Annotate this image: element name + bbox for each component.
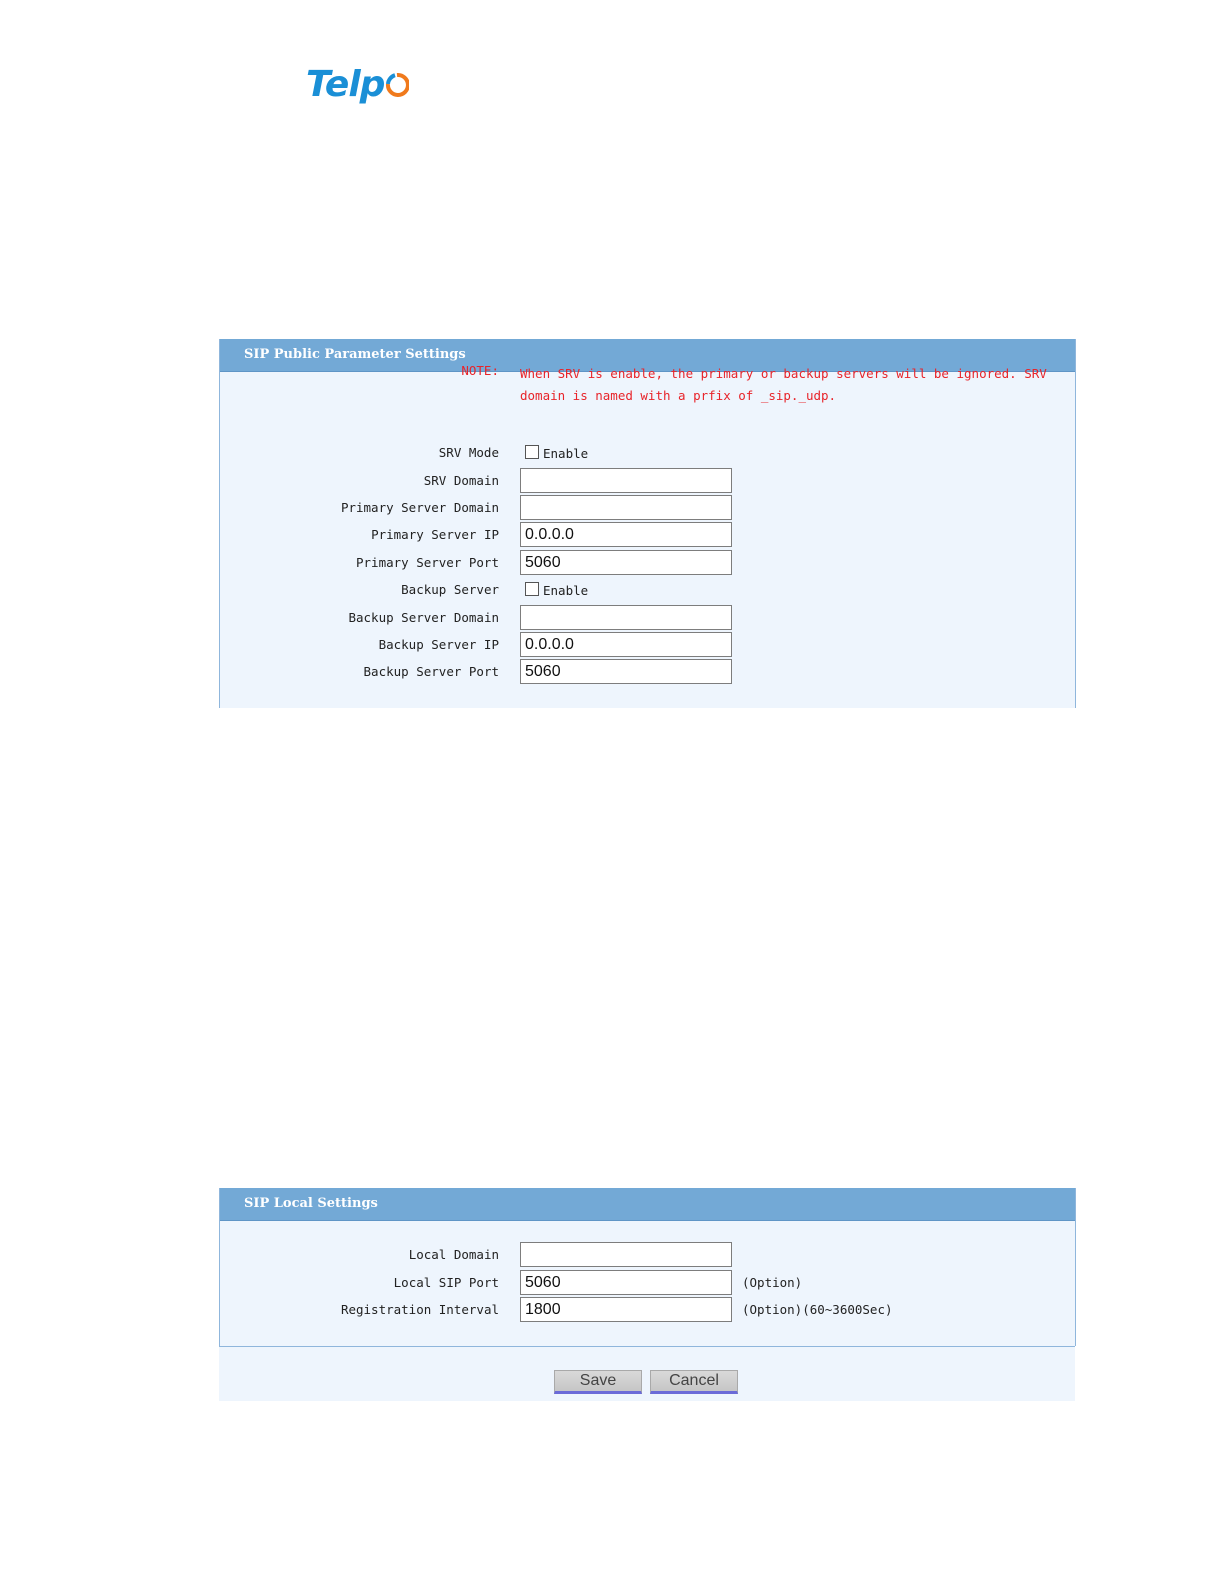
primary-server-domain-label: Primary Server Domain	[340, 500, 499, 515]
backup-server-domain-row	[220, 605, 1075, 631]
srv-mode-checkbox-wrap	[525, 444, 588, 459]
backup-server-domain-input[interactable]	[520, 605, 732, 630]
sip-public-settings-panel	[219, 339, 1076, 708]
note-label: NOTE:	[461, 363, 499, 378]
registration-interval-label: Registration Interval	[340, 1302, 499, 1317]
srv-mode-label: SRV Mode	[438, 445, 499, 460]
backup-server-ip-row	[220, 632, 1075, 658]
srv-mode-checkbox[interactable]	[525, 445, 539, 459]
sip-local-settings-panel	[219, 1188, 1076, 1346]
local-sip-port-label: Local SIP Port	[393, 1275, 499, 1290]
cancel-button[interactable]: Cancel	[650, 1370, 738, 1394]
srv-mode-enable-label: Enable	[543, 446, 589, 461]
telpo-logo	[306, 64, 409, 105]
primary-server-domain-row	[220, 495, 1075, 521]
local-sip-port-row	[220, 1270, 1075, 1296]
primary-server-port-input[interactable]	[520, 550, 732, 575]
srv-domain-row	[220, 468, 1075, 494]
primary-server-ip-label: Primary Server IP	[371, 527, 499, 542]
backup-server-label: Backup Server	[401, 582, 499, 597]
panel-title: SIP Public Parameter Settings	[220, 339, 1075, 372]
backup-server-port-label: Backup Server Port	[363, 664, 499, 679]
srv-domain-label: SRV Domain	[423, 473, 499, 488]
primary-server-port-label: Primary Server Port	[356, 555, 499, 570]
panel-title: SIP Local Settings	[220, 1188, 1075, 1221]
srv-domain-input[interactable]	[520, 468, 732, 493]
local-sip-port-input[interactable]	[520, 1270, 732, 1295]
registration-interval-input[interactable]	[520, 1297, 732, 1322]
logo-ring-icon	[385, 72, 409, 98]
primary-server-ip-row	[220, 522, 1075, 548]
primary-server-port-row	[220, 550, 1075, 576]
backup-server-port-row	[220, 659, 1075, 685]
srv-mode-row	[220, 440, 1075, 466]
note-text: When SRV is enable, the primary or backup servers will be ignored. SRV domain is named with a prfix of _sip._udp.	[520, 366, 1047, 403]
local-domain-label: Local Domain	[408, 1247, 499, 1262]
local-domain-row	[220, 1242, 1075, 1268]
local-sip-port-hint: (Option)	[742, 1275, 803, 1290]
primary-server-ip-input[interactable]	[520, 522, 732, 547]
local-domain-input[interactable]	[520, 1242, 732, 1267]
logo-text: Telp	[306, 64, 385, 105]
backup-server-ip-label: Backup Server IP	[378, 637, 499, 652]
button-bar	[219, 1346, 1075, 1401]
backup-server-checkbox-wrap	[525, 581, 588, 596]
backup-server-enable-label: Enable	[543, 583, 589, 598]
backup-server-checkbox[interactable]	[525, 582, 539, 596]
registration-interval-hint: (Option)(60~3600Sec)	[742, 1302, 893, 1317]
backup-server-row	[220, 577, 1075, 603]
primary-server-domain-input[interactable]	[520, 495, 732, 520]
backup-server-domain-label: Backup Server Domain	[348, 610, 499, 625]
registration-interval-row	[220, 1297, 1075, 1323]
save-button[interactable]: Save	[554, 1370, 642, 1394]
backup-server-ip-input[interactable]	[520, 632, 732, 657]
backup-server-port-input[interactable]	[520, 659, 732, 684]
